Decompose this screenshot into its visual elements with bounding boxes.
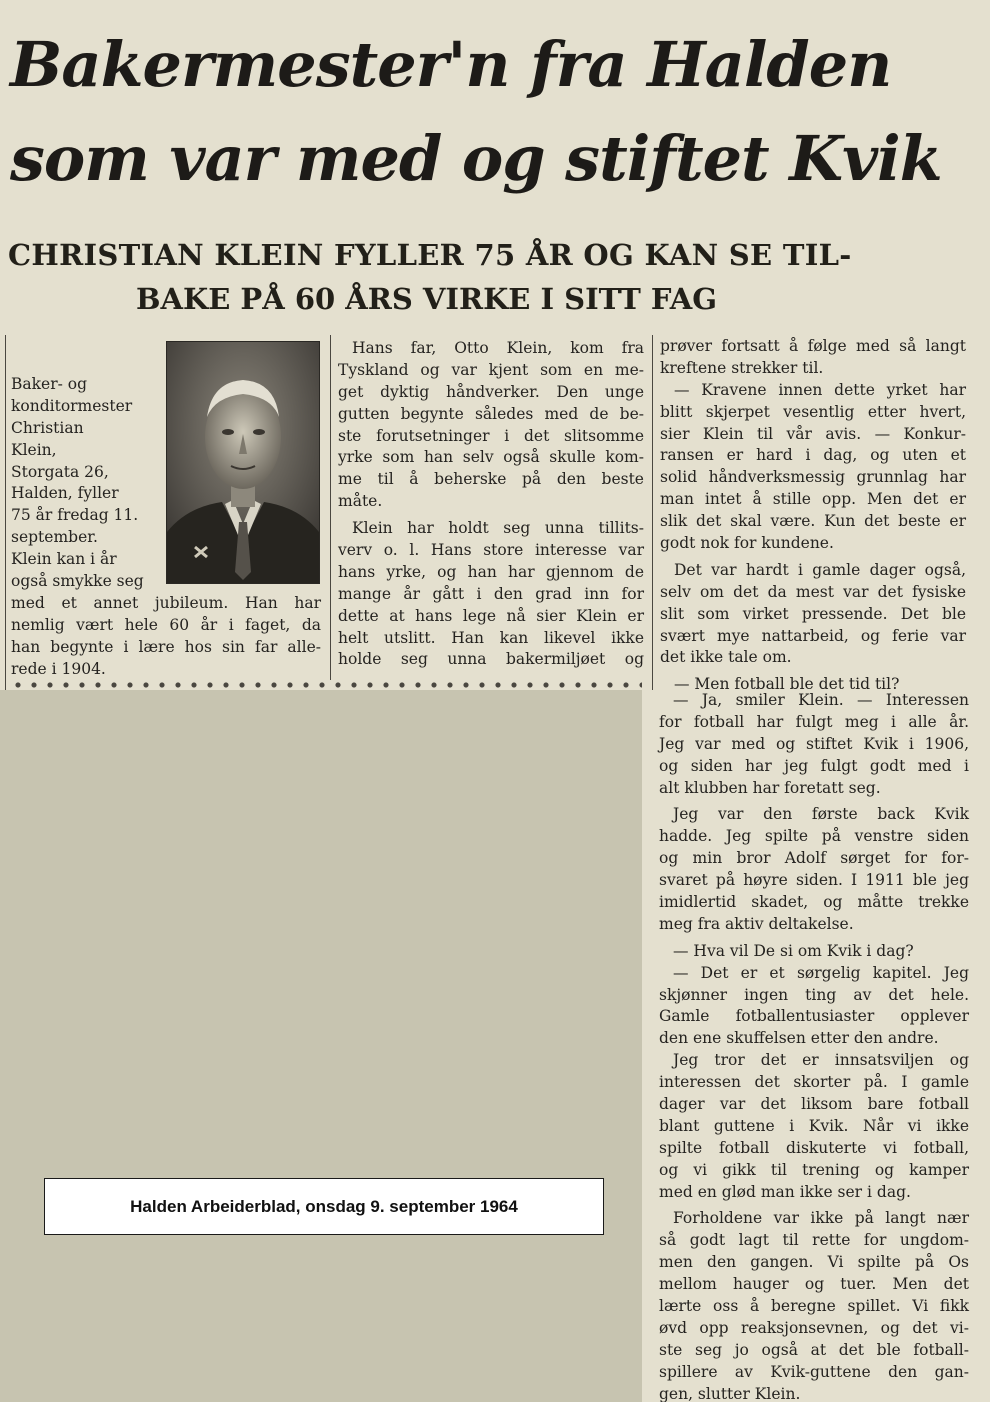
body-line: måte.	[338, 492, 383, 511]
body-line: og vi gikk til trening og kamper	[659, 1160, 969, 1179]
body-line: mange år gått i den grad inn for	[338, 584, 644, 603]
body-line: yrke som han selv også skulle kom-	[338, 448, 644, 467]
body-line: det ikke tale om.	[660, 648, 792, 667]
body-line: selv om det da mest var det fysiske	[660, 582, 966, 601]
body-line: med et annet jubileum. Han har	[11, 594, 321, 612]
body-line: slik det skal være. Kun det beste er	[660, 512, 966, 531]
body-line: gen, slutter Klein.	[659, 1384, 801, 1402]
body-line: for fotball har fulgt meg i alle år.	[659, 712, 969, 731]
body-line: svaret på høyre siden. I 1911 ble jeg	[659, 871, 969, 890]
body-line: Hans far, Otto Klein, kom fra	[352, 339, 644, 357]
caption-line: konditormester	[11, 396, 133, 415]
caption-line: 75 år fredag 11.	[11, 506, 139, 525]
body-line: så godt lagt til rette for ungdom-	[659, 1231, 969, 1250]
body-line: ste forutsetninger i det slitsomme	[338, 426, 644, 445]
caption-line: Klein kan i år	[11, 550, 117, 569]
body-line: slit som virket pressende. Det ble	[660, 604, 966, 623]
body-line: svært mye nattarbeid, og ferie var	[660, 626, 966, 645]
body-line: men den gangen. Vi spilte på Os	[659, 1253, 969, 1272]
newspaper-clipping	[0, 0, 990, 690]
body-line: dette at hans lege nå sier Klein er	[338, 606, 644, 625]
body-line: — Kravene innen dette yrket har	[674, 380, 966, 399]
body-line: Klein har holdt seg unna tillits-	[352, 519, 644, 538]
body-line: skjønner ingen ting av det hele.	[659, 985, 969, 1004]
caption-line: september.	[11, 528, 98, 547]
subheadline-line-2: BAKE PÅ 60 ÅRS VIRKE I SITT FAG	[136, 282, 718, 316]
caption-line: Christian	[11, 418, 84, 437]
source-label-box	[44, 1178, 604, 1235]
body-line: solid håndverksmessig grunnlag har	[660, 468, 966, 487]
body-line: — Men fotball ble det tid til?	[674, 675, 900, 690]
body-line: hans yrke, og han har gjennom de	[338, 562, 644, 581]
source-label: Halden Arbeiderblad, onsdag 9. september 1964	[130, 1196, 518, 1216]
body-line: Jeg var med og stiftet Kvik i 1906,	[659, 734, 969, 753]
dotted-separator	[10, 680, 642, 690]
body-line: sier Klein til vår avis. — Konkur-	[660, 424, 966, 443]
body-line: helt utslitt. Han kan likevel ikke	[338, 628, 644, 647]
body-line: lærte oss å beregne spillet. Vi fikk	[659, 1297, 969, 1316]
body-line: mellom hauger og tuer. Men det	[659, 1275, 969, 1294]
body-line: — Det er et sørgelig kapitel. Jeg	[673, 963, 969, 982]
column-rule-2	[652, 335, 653, 690]
body-line: og siden har jeg fulgt godt med i	[659, 756, 969, 775]
body-line: dager var det liksom bare fotball	[659, 1095, 969, 1114]
body-line: Det var hardt i gamle dager også,	[674, 560, 966, 579]
subheadline-line-1: CHRISTIAN KLEIN FYLLER 75 ÅR OG KAN SE TIL-	[8, 238, 852, 272]
caption-line: Baker- og	[11, 375, 88, 393]
article-column-3-top	[660, 336, 966, 690]
body-line: me til å beherske på den beste	[338, 470, 644, 489]
column-rule-1	[330, 335, 331, 680]
body-line: og min bror Adolf sørget for for-	[659, 849, 969, 868]
body-line: Forholdene var ikke på langt nær	[673, 1209, 969, 1228]
body-line: spilte fotball diskuterte vi fotball,	[659, 1138, 969, 1157]
caption-line: Klein,	[11, 440, 57, 459]
body-line: hadde. Jeg spilte på venstre siden	[659, 827, 969, 846]
body-line: prøver fortsatt å følge med så langt	[660, 337, 966, 355]
caption-continuation	[11, 593, 321, 681]
body-line: meg fra aktiv deltakelse.	[659, 914, 854, 933]
caption-line: Halden, fyller	[11, 484, 119, 503]
newspaper-clipping-continued	[642, 690, 990, 1402]
body-line: get dyktig håndverker. Den unge	[338, 382, 644, 401]
body-line: man intet å stille opp. Men det er	[660, 490, 966, 509]
body-line: ransen er hard i dag, og uten et	[660, 446, 966, 465]
body-line: verv o. l. Hans store interesse var	[338, 541, 644, 560]
article-column-3-bottom	[659, 690, 969, 1402]
body-line: Tyskland og var kjent som en me-	[338, 360, 644, 379]
body-line: Gamle fotballentusiaster opplever	[659, 1007, 969, 1026]
body-line: kreftene strekker til.	[660, 358, 824, 377]
column-rule-left	[5, 335, 6, 690]
body-line: alt klubben har foretatt seg.	[659, 778, 881, 797]
body-line: Jeg tror det er innsatsviljen og	[673, 1051, 969, 1070]
body-line: holde seg unna bakermiljøet og	[338, 650, 644, 669]
body-line: ste seg jo også at det ble fotball-	[659, 1340, 969, 1359]
article-column-2	[338, 338, 644, 671]
headline-line-1: Bakermester'n fra Halden	[10, 28, 892, 101]
body-line: den ene skuffelsen etter den andre.	[659, 1029, 939, 1048]
body-line: nemlig vært hele 60 år i faget, da	[11, 615, 321, 634]
body-line: med en glød man ikke ser i dag.	[659, 1182, 911, 1201]
body-line: blitt skjerpet vesentlig etter hvert,	[660, 402, 966, 421]
portrait-photo	[166, 341, 320, 584]
body-line: Jeg var den første back Kvik	[673, 805, 969, 824]
body-line: rede i 1904.	[11, 659, 106, 678]
body-line: han begynte i lære hos sin far alle-	[11, 637, 321, 656]
body-line: øvd opp reaksjonsevnen, og det vi-	[659, 1318, 969, 1337]
body-line: imidlertid skadet, og måtte trekke	[659, 893, 969, 912]
body-line: — Ja, smiler Klein. — Interessen	[673, 691, 969, 709]
photo-caption	[11, 374, 161, 593]
body-line: spillere av Kvik-guttene den gan-	[659, 1362, 969, 1381]
headline-line-2: som var med og stiftet Kvik	[10, 122, 942, 195]
body-line: blant guttene i Kvik. Når vi ikke	[659, 1116, 969, 1135]
body-line: — Hva vil De si om Kvik i dag?	[673, 941, 914, 960]
body-line: godt nok for kundene.	[660, 534, 834, 553]
body-line: interessen det skorter på. I gamle	[659, 1073, 969, 1092]
body-line: gutten begynte således med de be-	[338, 404, 644, 423]
caption-line: også smykke seg	[11, 572, 144, 591]
caption-line: Storgata 26,	[11, 462, 109, 481]
